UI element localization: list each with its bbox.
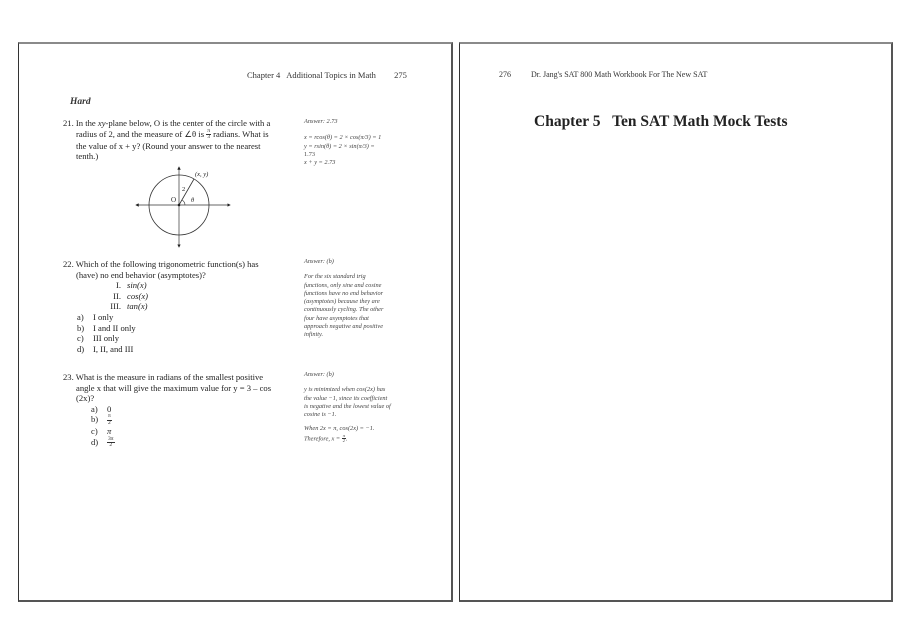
roman-item — [103, 301, 259, 312]
numeral: I. — [115, 280, 121, 291]
option-text: π — [107, 426, 112, 437]
numeral: III. — [110, 301, 121, 312]
answer-option-a — [91, 404, 271, 415]
solution-line: x = rcos(θ) = 2 × cos(π/3) = 1 — [304, 134, 382, 142]
option-text: I, II, and III — [93, 343, 134, 354]
page-275 — [18, 42, 453, 602]
solution-text: Therefore, x = — [304, 435, 342, 443]
solution-line: continuously cycling. The other — [304, 306, 384, 314]
frac-den: 2 — [108, 419, 111, 426]
frac-num: π — [108, 413, 111, 420]
answer-22 — [304, 258, 383, 340]
page-number: 275 — [394, 70, 407, 80]
solution-line: 1.73 — [304, 150, 316, 158]
solution-line: (asymptotes) because they are — [304, 298, 380, 306]
center-label: O — [171, 196, 177, 204]
solution-line: y = rsin(θ) = 2 × sin(π/3) = — [304, 142, 375, 150]
solution-line: When 2x = π, cos(2x) = −1. — [304, 425, 375, 433]
answer-label: Answer: 2.73 — [304, 118, 338, 125]
section-label: Hard — [70, 97, 91, 107]
answer-option-a — [77, 312, 259, 323]
answer-23 — [304, 371, 391, 444]
q-text: In the — [75, 118, 98, 128]
running-header — [499, 70, 707, 79]
solution-line: the value −1, since its coefficient — [304, 394, 388, 402]
fraction — [107, 437, 115, 449]
solution-text: . — [345, 435, 348, 443]
q-text: (have) no end behavior (asymptotes)? — [76, 269, 206, 280]
option-label: b) — [77, 322, 85, 333]
option-label: c) — [77, 333, 84, 344]
option-text: I only — [93, 311, 114, 322]
expr: sin(x) — [127, 280, 147, 291]
frac-den: 3 — [207, 134, 210, 141]
chapter-number: Chapter 5 — [534, 113, 601, 130]
header-chapter: Chapter 4 — [247, 70, 281, 80]
question-number: 23. — [63, 372, 74, 382]
option-text: 0 — [107, 403, 112, 414]
q-text: radians. What is — [210, 128, 269, 139]
option-text: I and II only — [93, 322, 136, 333]
answer-option-b — [91, 414, 271, 426]
roman-item — [103, 280, 259, 291]
question-number: 21. — [63, 118, 74, 128]
answer-option-c — [91, 426, 271, 437]
q-text: What is the measure in radians of the smallest positive — [75, 372, 264, 382]
q-text-italic: xy — [97, 118, 106, 128]
unit-circle-diagram — [131, 164, 241, 250]
answer-label: Answer: (b) — [304, 258, 334, 265]
option-label: a) — [77, 311, 84, 322]
radius-label: 2 — [182, 186, 186, 193]
solution-line: functions have no end behavior — [304, 289, 384, 297]
solution-line: approach negative and positive — [304, 323, 383, 331]
option-label: d) — [91, 436, 99, 447]
answer-21 — [304, 118, 381, 167]
q-text: Which of the following trigonometric function(s) has — [75, 259, 259, 269]
q-text: angle x that will give the maximum value for y = 3 – cos — [76, 382, 272, 393]
frac-den: 2 — [109, 442, 113, 449]
answer-option-c — [77, 333, 259, 344]
option-label: c) — [91, 426, 98, 437]
q-text: radius of 2, and the measure of ∠θ is — [76, 128, 207, 139]
page-276 — [459, 42, 893, 602]
expr: tan(x) — [127, 301, 148, 312]
solution-line — [304, 434, 391, 444]
solution-line: For the six standard trig — [304, 273, 366, 281]
chapter-title: Ten SAT Math Mock Tests — [612, 113, 788, 130]
solution-line: infinity. — [304, 331, 324, 339]
frac-num: π — [207, 127, 210, 134]
frac-num: 3π — [108, 435, 114, 442]
header-title: Additional Topics in Math — [286, 70, 376, 80]
answer-option-d — [77, 344, 259, 355]
chapter-heading — [534, 113, 788, 131]
expr: cos(x) — [127, 290, 148, 301]
solution-line: x + y = 2.73 — [304, 159, 336, 167]
frac-num: π — [342, 432, 345, 438]
solution-line: y is minimized when cos(2x) has — [304, 386, 386, 394]
q-text: tenth.) — [76, 151, 99, 162]
option-text: III only — [93, 333, 120, 344]
question-number: 22. — [63, 259, 74, 269]
option-label: d) — [77, 343, 85, 354]
question-22 — [63, 259, 259, 354]
numeral: II. — [113, 290, 121, 301]
q-text: the value of x + y? (Round your answer to the nearest — [76, 140, 261, 151]
answer-label: Answer: (b) — [304, 371, 334, 378]
question-21 — [63, 118, 270, 162]
q-text: -plane below, O is the center of the circle with a — [105, 118, 271, 128]
running-header — [247, 70, 407, 80]
roman-item — [103, 291, 259, 302]
solution-line: is negative and the lowest value of — [304, 402, 391, 410]
solution-line: four have asymptotes that — [304, 314, 369, 322]
solution-line: functions, only sine and cosine — [304, 281, 382, 289]
question-23 — [63, 372, 271, 449]
solution-line: cosine is −1. — [304, 411, 337, 419]
option-label: a) — [91, 403, 98, 414]
fraction — [107, 414, 112, 426]
point-label: (x, y) — [195, 171, 209, 178]
page-number: 276 — [499, 70, 511, 79]
answer-option-b — [77, 323, 259, 334]
frac-den: 2 — [342, 438, 345, 444]
q-text: (2x)? — [76, 393, 95, 404]
header-title: Dr. Jang's SAT 800 Math Workbook For The New SAT — [531, 70, 708, 79]
angle-label: θ — [191, 197, 195, 204]
answer-option-d — [91, 437, 271, 449]
option-label: b) — [91, 414, 99, 425]
